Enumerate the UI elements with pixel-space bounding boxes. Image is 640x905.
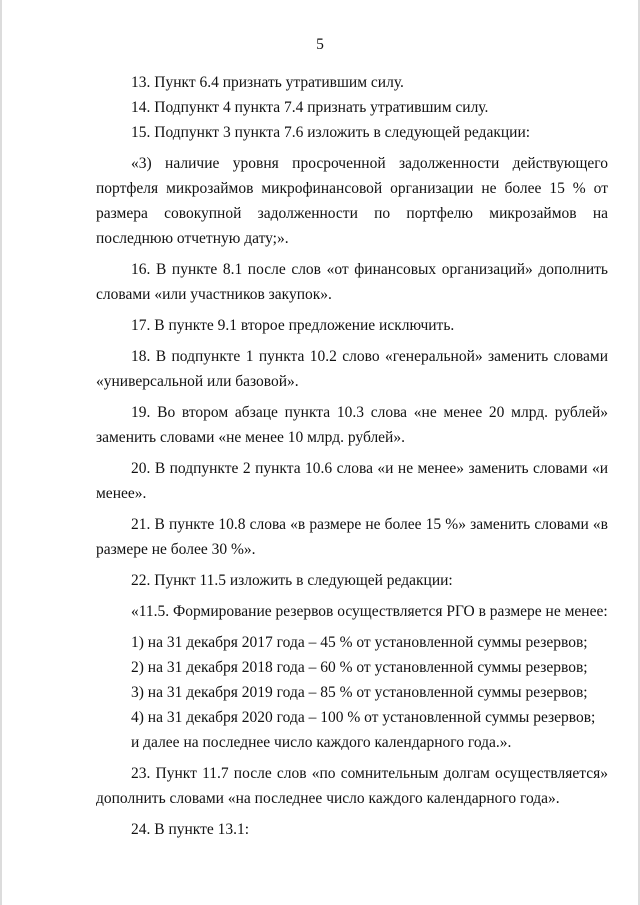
document-body [96, 70, 608, 842]
list-closing-line: и далее на последнее число каждого календарного года.». [131, 734, 512, 751]
paragraph-24: 24. В пункте 13.1: [131, 821, 250, 838]
paragraph-15: 15. Подпункт 3 пункта 7.6 изложить в следующей редакции: [131, 124, 531, 141]
paragraph-22: 22. Пункт 11.5 изложить в следующей редакции: [131, 572, 453, 589]
paragraph-23: 23. Пункт 11.7 после слов «по сомнительным долгам осуществляется» дополнить словами «на последнее число каждого календарного года». [96, 765, 608, 807]
paragraph-14: 14. Подпункт 4 пункта 7.4 признать утратившим силу. [131, 99, 489, 116]
paragraph-18: 18. В подпункте 1 пункта 10.2 слово «генеральной» заменить словами «универсальной или базовой». [96, 348, 608, 390]
paragraph-20: 20. В подпункте 2 пункта 10.6 слова «и не менее» заменить словами «и менее». [96, 460, 608, 502]
paragraph-17: 17. В пункте 9.1 второе предложение исключить. [131, 317, 455, 334]
paragraph-13: 13. Пункт 6.4 признать утратившим силу. [131, 74, 404, 91]
scan-edge-left [0, 0, 2, 905]
list-item-2019: 3) на 31 декабря 2019 года – 85 % от установленной суммы резервов; [131, 684, 588, 701]
list-item-2018: 2) на 31 декабря 2018 года – 60 % от установленной суммы резервов; [131, 659, 588, 676]
paragraph-19: 19. Во втором абзаце пункта 10.3 слова «не менее 20 млрд. рублей» заменить словами «не менее 10 млрд. рублей». [96, 404, 608, 446]
paragraph-21: 21. В пункте 10.8 слова «в размере не более 15 %» заменить словами «в размере не более 30 %». [96, 516, 608, 558]
list-item-2017: 1) на 31 декабря 2017 года – 45 % от установленной суммы резервов; [131, 634, 588, 651]
list-item-2020: 4) на 31 декабря 2020 года – 100 % от установленной суммы резервов; [131, 709, 596, 726]
page-number: 5 [316, 36, 324, 53]
paragraph-15-quote: «3) наличие уровня просроченной задолженности действующего портфеля микрозаймов микрофинансовой организации не более 15 % от размера совокупной задолженности по портфелю микрозаймов на последнюю отчетную дату;». [96, 155, 608, 247]
paragraph-16: 16. В пункте 8.1 после слов «от финансовых организаций» дополнить словами «или участников закупок». [96, 261, 608, 303]
paragraph-22-quote: «11.5. Формирование резервов осуществляется РГО в размере не менее: [131, 603, 608, 620]
